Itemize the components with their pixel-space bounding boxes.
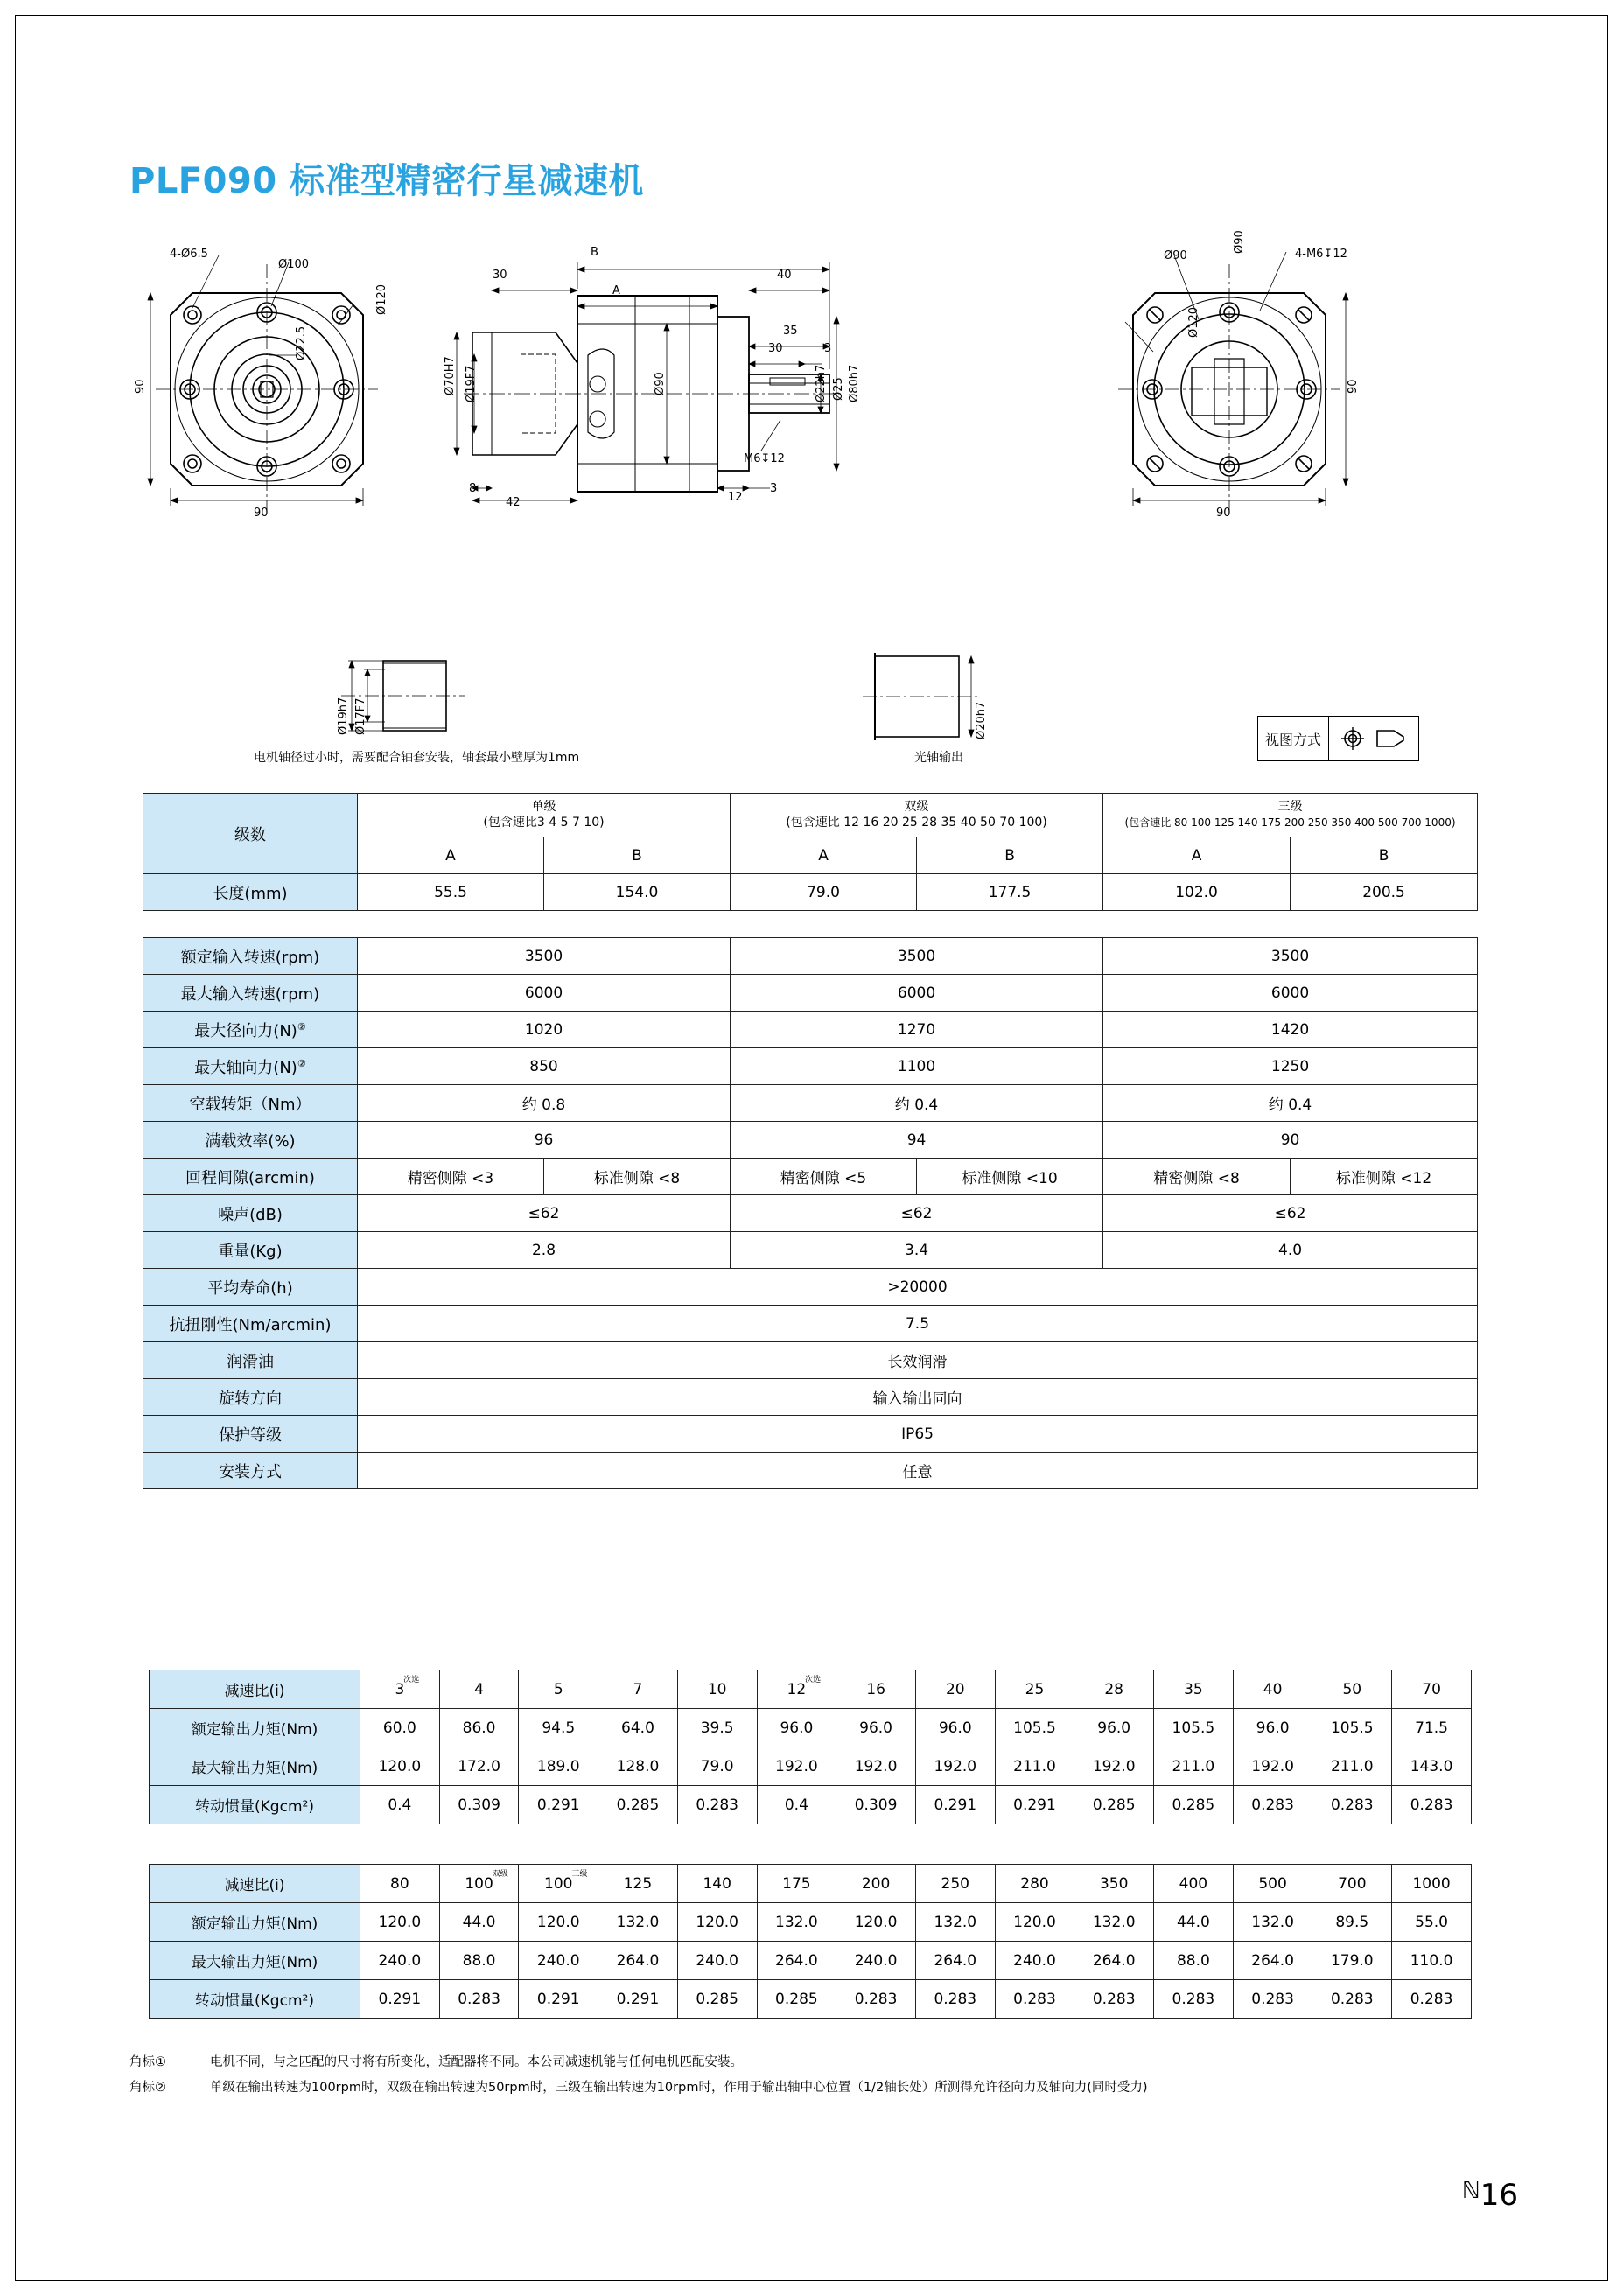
cell-value: 179.0	[1312, 1942, 1392, 1980]
cell-value: 280	[995, 1865, 1074, 1903]
dim-20h7: Ø20h7	[975, 701, 988, 739]
cell-value: 6000	[1103, 975, 1478, 1012]
table-row	[150, 1670, 1472, 1709]
cell-value: 110.0	[1392, 1942, 1472, 1980]
cell-value: 精密侧隙 <8	[1103, 1158, 1291, 1195]
cell-value: 88.0	[1154, 1942, 1234, 1980]
footnote-2-key: 角标②	[129, 2081, 166, 2095]
drawing-svg	[131, 230, 1496, 788]
cell-value: 140	[677, 1865, 757, 1903]
cell-value: 精密侧隙 <5	[731, 1158, 917, 1195]
row-label: 最大轴向力(N)②	[143, 1048, 358, 1085]
cell-value: 0.285	[677, 1980, 757, 2019]
cell-value: 0.283	[1312, 1980, 1392, 2019]
cell-value: 0.285	[1154, 1786, 1234, 1824]
table-row	[150, 1903, 1472, 1942]
cell-value: 0.283	[1233, 1980, 1312, 2019]
row-label: 噪声(dB)	[143, 1195, 358, 1232]
ratio-value: 100 三级	[544, 1875, 572, 1893]
cell-value: 55.0	[1392, 1903, 1472, 1942]
note-smooth-output: 光轴输出	[914, 751, 963, 765]
cell-value: 70	[1392, 1670, 1472, 1709]
cell-value: 96.0	[915, 1709, 995, 1747]
cell-value: 3500	[1103, 938, 1478, 975]
cell-value: 128.0	[598, 1747, 678, 1786]
table-row	[143, 975, 1478, 1012]
table-row	[143, 1048, 1478, 1085]
cell-value: 120.0	[995, 1903, 1074, 1942]
cell-value: >20000	[358, 1269, 1478, 1306]
row-label: 最大径向力(N)②	[143, 1012, 358, 1048]
cell-value: 96.0	[836, 1709, 916, 1747]
cell-value: 240.0	[995, 1942, 1074, 1980]
cell-value: 143.0	[1392, 1747, 1472, 1786]
stage-ratios-3: (包含速比 80 100 125 140 175 200 250 350 400 500 700 1000)	[1124, 816, 1456, 829]
ratio-table-1	[149, 1670, 1472, 1824]
footnote-1-key: 角标①	[129, 2055, 166, 2069]
cell-value: 1100	[731, 1048, 1103, 1085]
cell-value: 3500	[731, 938, 1103, 975]
dim-40: 40	[777, 269, 792, 282]
row-label: 空载转矩（Nm）	[143, 1085, 358, 1122]
dim-body-90: Ø90	[654, 372, 667, 396]
cell-value: 132.0	[598, 1903, 678, 1942]
cell-value: 4.0	[1103, 1232, 1478, 1269]
specification-rows	[143, 938, 1478, 1489]
cell-value: 96.0	[757, 1709, 836, 1747]
view-method-box	[1257, 716, 1419, 761]
cell-value: 200	[836, 1865, 916, 1903]
cell-value: 120.0	[677, 1903, 757, 1942]
cell-value: 35	[1154, 1670, 1234, 1709]
row-label: 减速比(i)	[150, 1670, 360, 1709]
stage-group-3	[1103, 794, 1478, 837]
cell-value: 1270	[731, 1012, 1103, 1048]
dim-left-bottom-90: 90	[254, 507, 269, 520]
cell-value: 长效润滑	[358, 1342, 1478, 1379]
row-label: 转动惯量(Kgcm²)	[150, 1786, 360, 1824]
cell-value: ≤62	[1103, 1195, 1478, 1232]
dim-3-out: 3	[824, 342, 832, 355]
cell-value: 0.285	[598, 1786, 678, 1824]
dim-4x6.5: 4-Ø6.5	[170, 248, 208, 261]
footnote-2	[129, 2077, 1148, 2096]
table-row	[143, 1085, 1478, 1122]
cell-value: 71.5	[1392, 1709, 1472, 1747]
dim-A: A	[612, 284, 620, 298]
cell-value: ≤62	[358, 1195, 731, 1232]
cell-value: 850	[358, 1048, 731, 1085]
row-label: 额定输出力矩(Nm)	[150, 1903, 360, 1942]
table-row	[143, 1379, 1478, 1416]
page-number	[1462, 2178, 1518, 2213]
cell-value: 132.0	[915, 1903, 995, 1942]
cell-value: 125	[598, 1865, 678, 1903]
row-label: 最大输出力矩(Nm)	[150, 1747, 360, 1786]
dim-19F7: Ø19F7	[465, 365, 478, 402]
cell-value: 96.0	[1074, 1709, 1154, 1747]
row-label-length: 长度(mm)	[143, 874, 358, 911]
cell-value: 0.309	[439, 1786, 519, 1824]
row-label: 平均寿命(h)	[143, 1269, 358, 1306]
dim-right-pilot-90: Ø90	[1164, 249, 1187, 262]
specification-table	[143, 793, 1478, 1489]
cell-value: 264.0	[915, 1942, 995, 1980]
footnote-marker: ②	[297, 1057, 306, 1069]
cell-value: 89.5	[1312, 1903, 1392, 1942]
cell-value: 约 0.4	[731, 1085, 1103, 1122]
table-row	[150, 1865, 1472, 1903]
cell-value: 0.283	[1074, 1980, 1154, 2019]
cell-value: 264.0	[757, 1942, 836, 1980]
table-row	[143, 1158, 1478, 1195]
length-value-0: 55.5	[358, 874, 544, 911]
cell-value: 0.291	[915, 1786, 995, 1824]
cell-value: 96	[358, 1122, 731, 1158]
cell-value: 0.283	[836, 1980, 916, 2019]
cell-value: 0.283	[1233, 1786, 1312, 1824]
cell-value: 240.0	[836, 1942, 916, 1980]
ratio-table-1-body	[150, 1670, 1472, 1824]
dim-80h7: Ø80h7	[848, 364, 861, 402]
table-row-length	[143, 874, 1478, 911]
cell-value: 192.0	[1233, 1747, 1312, 1786]
ratio-note: 双级	[492, 1869, 508, 1879]
length-value-2: 79.0	[731, 874, 917, 911]
dim-42: 42	[506, 496, 521, 509]
cell-value: 任意	[358, 1452, 1478, 1489]
dim-35: 35	[783, 325, 798, 338]
table-row	[150, 1786, 1472, 1824]
cell-value: 0.283	[1312, 1786, 1392, 1824]
length-value-3: 177.5	[917, 874, 1103, 911]
cell-value: 96.0	[1233, 1709, 1312, 1747]
cell-value: 0.291	[360, 1980, 440, 2019]
stage-ratios-1: (包含速比3 4 5 7 10)	[483, 815, 605, 830]
cell-value: 0.283	[1392, 1786, 1472, 1824]
view-method-icons	[1329, 717, 1418, 760]
cell-value: 约 0.8	[358, 1085, 731, 1122]
cell-value: 7.5	[358, 1306, 1478, 1342]
cell-value	[519, 1865, 598, 1903]
cell-value: 1020	[358, 1012, 731, 1048]
dim-12: 12	[728, 491, 743, 504]
cell-value: 25	[995, 1670, 1074, 1709]
ratio-value: 100 双级	[465, 1875, 493, 1893]
cell-value: 0.291	[598, 1980, 678, 2019]
row-label: 最大输出力矩(Nm)	[150, 1942, 360, 1980]
cell-value: 250	[915, 1865, 995, 1903]
cell-value: 0.283	[1392, 1980, 1472, 2019]
table-row	[143, 1342, 1478, 1379]
dim-30-out: 30	[768, 342, 783, 355]
page-number-value: 16	[1480, 2178, 1518, 2213]
cell-value: 1420	[1103, 1012, 1478, 1048]
stage-ratios-2: (包含速比 12 16 20 25 28 35 40 50 70 100)	[786, 815, 1047, 830]
technical-drawing-area	[131, 230, 1496, 788]
dim-B: B	[591, 246, 598, 259]
table-row	[143, 1416, 1478, 1452]
cell-value: 6000	[731, 975, 1103, 1012]
cell-value: 20	[915, 1670, 995, 1709]
cell-value: 44.0	[439, 1903, 519, 1942]
table-row	[143, 1195, 1478, 1232]
cell-value: 120.0	[519, 1903, 598, 1942]
cell-value: 3500	[358, 938, 731, 975]
row-label: 额定输入转速(rpm)	[143, 938, 358, 975]
cell-value: 64.0	[598, 1709, 678, 1747]
ratio-value: 3 次选	[395, 1681, 404, 1698]
cell-value: 500	[1233, 1865, 1312, 1903]
cell-value: 105.5	[1154, 1709, 1234, 1747]
cell-value: 211.0	[1154, 1747, 1234, 1786]
cell-value: 264.0	[1074, 1942, 1154, 1980]
cell-value: 2.8	[358, 1232, 731, 1269]
footnote-2-text: 单级在输出转速为100rpm时，双级在输出转速为50rpm时，三级在输出转速为10rpm时，作用于输出轴中心位置（1/2轴长处）所测得允许径向力及轴向力(同时受力)	[210, 2081, 1148, 2095]
dim-70H7: Ø70H7	[444, 356, 457, 396]
table-row	[150, 1747, 1472, 1786]
dim-4xM6-12: 4-M6↧12	[1295, 248, 1347, 261]
ratio-note: 三级	[571, 1869, 588, 1879]
cell-value: 0.4	[360, 1786, 440, 1824]
ratio-note: 次选	[805, 1675, 822, 1684]
cell-value: 350	[1074, 1865, 1154, 1903]
cell-value: 192.0	[1074, 1747, 1154, 1786]
cell-value: 0.283	[1154, 1980, 1234, 2019]
dim-bolt-circle-120: Ø120	[375, 284, 388, 315]
cell-value: 精密侧隙 <3	[358, 1158, 544, 1195]
dim-pilot-100: Ø100	[278, 258, 310, 271]
dim-M6-12: M6↧12	[744, 452, 785, 466]
cell-value: 16	[836, 1670, 916, 1709]
dim-8: 8	[469, 482, 477, 495]
cell-value: 211.0	[995, 1747, 1074, 1786]
cell-value	[439, 1865, 519, 1903]
stage-name-1: 单级	[531, 800, 556, 814]
dim-right-90-w: 90	[1216, 507, 1231, 520]
row-label: 满载效率(%)	[143, 1122, 358, 1158]
cell-value: 94	[731, 1122, 1103, 1158]
page-mark-icon: ℕ	[1461, 2178, 1480, 2204]
note-shaft-sleeve: 电机轴径过小时，需要配合轴套安装，轴套最小壁厚为1mm	[254, 751, 580, 765]
cell-value: 105.5	[1312, 1709, 1392, 1747]
cell-value: 192.0	[836, 1747, 916, 1786]
cell-value: 标准侧隙 <10	[917, 1158, 1103, 1195]
footnote-marker: ②	[297, 1020, 306, 1032]
first-angle-target-icon	[1340, 725, 1366, 752]
cell-value: 50	[1312, 1670, 1392, 1709]
cell-value: 400	[1154, 1865, 1234, 1903]
cell-value: 标准侧隙 <8	[544, 1158, 731, 1195]
cell-value: 4	[439, 1670, 519, 1709]
cell-value: 60.0	[360, 1709, 440, 1747]
cell-value: 0.283	[439, 1980, 519, 2019]
cell-value: 80	[360, 1865, 440, 1903]
table-row	[143, 938, 1478, 975]
cell-value	[360, 1670, 440, 1709]
length-value-5: 200.5	[1291, 874, 1478, 911]
table-row-stage-header	[143, 794, 1478, 837]
ab-label-3: B	[917, 837, 1103, 874]
cell-value: 0.4	[757, 1786, 836, 1824]
row-label: 回程间隙(arcmin)	[143, 1158, 358, 1195]
row-label: 抗扭刚性(Nm/arcmin)	[143, 1306, 358, 1342]
footnote-1-text: 电机不同，与之匹配的尺寸将有所变化，适配器将不同。本公司减速机能与任何电机匹配安装。	[210, 2055, 743, 2069]
cell-value: 0.283	[677, 1786, 757, 1824]
table-row	[143, 1306, 1478, 1342]
cell-value: 10	[677, 1670, 757, 1709]
row-label-stage: 级数	[143, 794, 358, 874]
cell-value: 0.291	[995, 1786, 1074, 1824]
row-label: 重量(Kg)	[143, 1232, 358, 1269]
row-label: 保护等级	[143, 1416, 358, 1452]
length-value-1: 154.0	[544, 874, 731, 911]
cell-value: 39.5	[677, 1709, 757, 1747]
dim-25: Ø25	[832, 377, 845, 401]
cell-value: 88.0	[439, 1942, 519, 1980]
dim-right-120: Ø120	[1187, 306, 1200, 338]
ratio-value: 12 次选	[787, 1681, 807, 1698]
cell-value: 7	[598, 1670, 678, 1709]
ab-label-4: A	[1103, 837, 1291, 874]
cell-value: 189.0	[519, 1747, 598, 1786]
cell-value: 40	[1233, 1670, 1312, 1709]
cell-value: ≤62	[731, 1195, 1103, 1232]
row-label: 最大输入转速(rpm)	[143, 975, 358, 1012]
cell-value: 44.0	[1154, 1903, 1234, 1942]
cell-value: 192.0	[757, 1747, 836, 1786]
dim-left-90: 90	[134, 379, 147, 394]
cell-value	[757, 1670, 836, 1709]
cell-value: 0.291	[519, 1786, 598, 1824]
cell-value: 264.0	[1233, 1942, 1312, 1980]
cell-value: 240.0	[360, 1942, 440, 1980]
view-method-label: 视图方式	[1258, 717, 1329, 760]
cell-value: 6000	[358, 975, 731, 1012]
ratio-table-2	[149, 1864, 1472, 2019]
cell-value: 0.285	[757, 1980, 836, 2019]
cell-value: 120.0	[836, 1903, 916, 1942]
cell-value: 240.0	[677, 1942, 757, 1980]
cell-value: 192.0	[915, 1747, 995, 1786]
length-value-4: 102.0	[1103, 874, 1291, 911]
cell-value: 132.0	[757, 1903, 836, 1942]
stage-group-2	[731, 794, 1103, 837]
ab-label-2: A	[731, 837, 917, 874]
cell-value: 86.0	[439, 1709, 519, 1747]
cell-value: 132.0	[1233, 1903, 1312, 1942]
cell-value: 1250	[1103, 1048, 1478, 1085]
cell-value: 132.0	[1074, 1903, 1154, 1942]
cell-value: 175	[757, 1865, 836, 1903]
cell-value: 28	[1074, 1670, 1154, 1709]
cell-value: 120.0	[360, 1747, 440, 1786]
cell-value: 约 0.4	[1103, 1085, 1478, 1122]
cell-value: 1000	[1392, 1865, 1472, 1903]
dim-3-bottom: 3	[770, 482, 778, 495]
cell-value: 90	[1103, 1122, 1478, 1158]
dim-right-90-pilot: Ø90	[1233, 230, 1246, 254]
table-row	[143, 1452, 1478, 1489]
cell-value: 105.5	[995, 1709, 1074, 1747]
dim-19h7: Ø19h7	[337, 696, 350, 735]
row-label: 旋转方向	[143, 1379, 358, 1416]
dim-30-top: 30	[493, 269, 507, 282]
dim-bore-22.5: Ø22.5	[295, 326, 308, 360]
table-row	[143, 1232, 1478, 1269]
cell-value: 120.0	[360, 1903, 440, 1942]
cell-value: 264.0	[598, 1942, 678, 1980]
ab-label-1: B	[544, 837, 731, 874]
stage-name-2: 双级	[904, 800, 929, 814]
ratio-table-2-body	[150, 1865, 1472, 2019]
cell-value: 5	[519, 1670, 598, 1709]
cell-value: 240.0	[519, 1942, 598, 1980]
row-label: 转动惯量(Kgcm²)	[150, 1980, 360, 2019]
cell-value: IP65	[358, 1416, 1478, 1452]
cell-value: 94.5	[519, 1709, 598, 1747]
table-row	[143, 1269, 1478, 1306]
row-label: 安装方式	[143, 1452, 358, 1489]
ab-label-5: B	[1291, 837, 1478, 874]
table-row	[150, 1942, 1472, 1980]
dim-22h7: Ø22h7	[815, 364, 828, 402]
cell-value: 标准侧隙 <12	[1291, 1158, 1478, 1195]
ab-label-0: A	[358, 837, 544, 874]
cell-value: 0.283	[995, 1980, 1074, 2019]
table-row	[143, 1012, 1478, 1048]
cell-value: 172.0	[439, 1747, 519, 1786]
table-row	[150, 1980, 1472, 2019]
cell-value: 79.0	[677, 1747, 757, 1786]
table-row-spacer	[143, 911, 1478, 938]
table-row	[150, 1709, 1472, 1747]
row-label: 额定输出力矩(Nm)	[150, 1709, 360, 1747]
row-label: 减速比(i)	[150, 1865, 360, 1903]
cell-value: 0.285	[1074, 1786, 1154, 1824]
cell-value: 输入输出同向	[358, 1379, 1478, 1416]
projection-cone-icon	[1375, 727, 1408, 750]
dim-right-90-h: 90	[1347, 379, 1360, 394]
cell-value: 0.283	[915, 1980, 995, 2019]
cell-value: 0.291	[519, 1980, 598, 2019]
footnote-1	[129, 2052, 743, 2070]
page-title: PLF090 标准型精密行星减速机	[129, 161, 645, 201]
ratio-note: 次选	[403, 1675, 420, 1684]
cell-value: 3.4	[731, 1232, 1103, 1269]
cell-value: 0.309	[836, 1786, 916, 1824]
stage-name-3: 三级	[1277, 800, 1303, 814]
cell-value: 700	[1312, 1865, 1392, 1903]
stage-group-1	[358, 794, 731, 837]
table-row	[143, 1122, 1478, 1158]
cell-value: 211.0	[1312, 1747, 1392, 1786]
row-label: 润滑油	[143, 1342, 358, 1379]
dim-17F7: Ø17F7	[354, 697, 367, 735]
